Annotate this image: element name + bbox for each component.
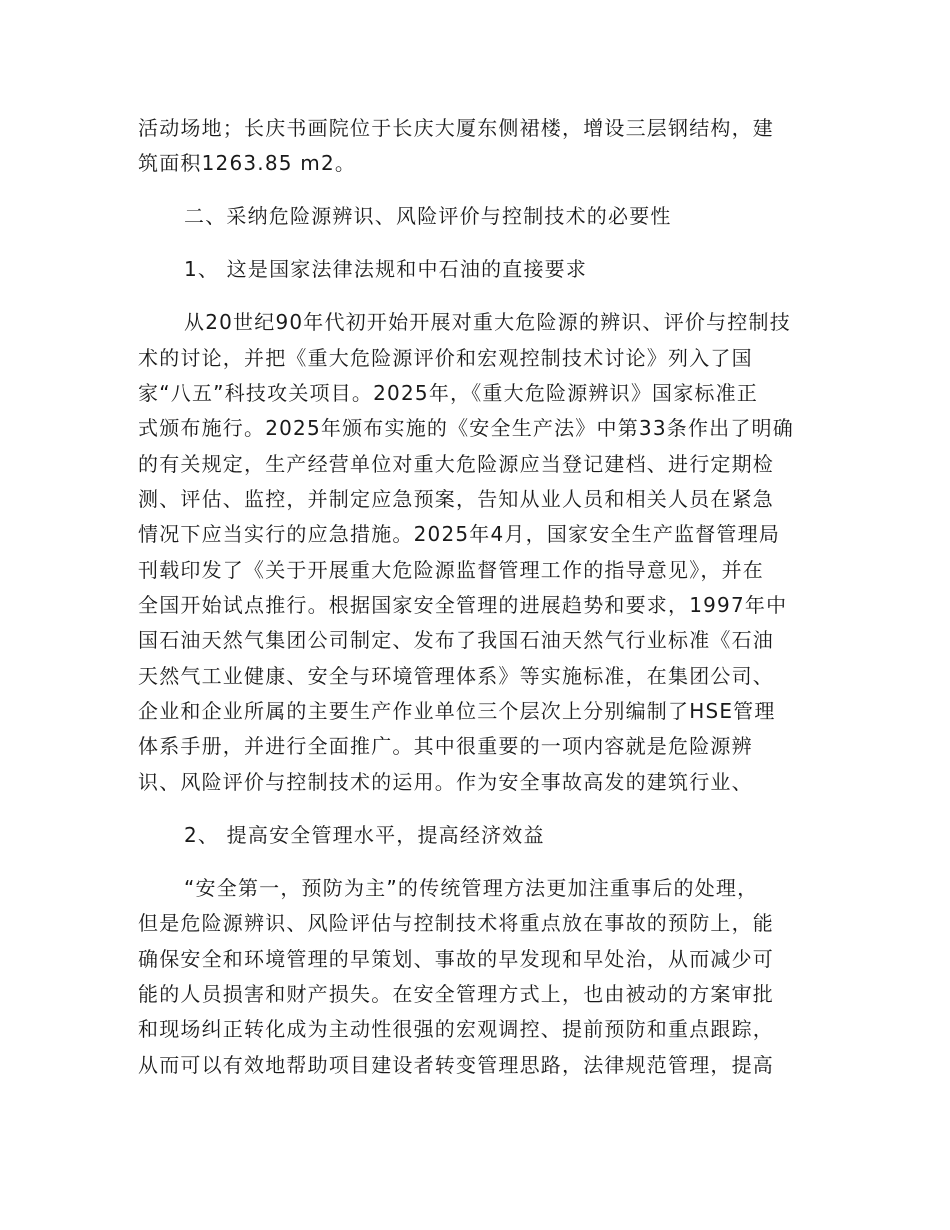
paragraph-line: 刊载印发了《关于开展重大危险源监督管理工作的指导意见》，并在 [138, 558, 764, 582]
paragraph-line: 筑面积1263.85 m2。 [138, 151, 357, 175]
paragraph-line: 情况下应当实行的应急措施。2025年4月，国家安全生产监督管理局 [138, 522, 781, 546]
paragraph-line: 但是危险源辨识、风险评估与控制技术将重点放在事故的预防上，能 [138, 911, 774, 935]
paragraph-line: 和现场纠正转化成为主动性很强的宏观调控、提前预防和重点跟踪， [138, 1017, 774, 1041]
paragraph-line: 天然气工业健康、安全与环境管理体系》等实施标准，在集团公司、 [138, 664, 774, 688]
paragraph-line: “安全第一，预防为主”的传统管理方法更加注重事后的处理， [184, 876, 759, 900]
subsection-heading: 1、 这是国家法律法规和中石油的直接要求 [184, 257, 588, 281]
paragraph-line: 企业和企业所属的主要生产作业单位三个层次上分别编制了HSE管理 [138, 699, 776, 723]
paragraph-line: 活动场地；长庆书画院位于长庆大厦东侧裙楼，增设三层钢结构，建 [138, 116, 774, 140]
paragraph-line: 家“八五”科技攻关项目。2025年，《重大危险源辨识》国家标准正 [138, 381, 759, 405]
paragraph-line: 识、风险评价与控制技术的运用。作为安全事故高发的建筑行业、 [138, 770, 753, 794]
paragraph-line: 从20世纪90年代初开始开展对重大危险源的辨识、评价与控制技 [184, 310, 791, 334]
section-heading: 二、采纳危险源辨识、风险评价与控制技术的必要性 [184, 204, 672, 228]
paragraph-line: 式颁布施行。2025年颁布实施的《安全生产法》中第33条作出了明确 [138, 416, 794, 440]
paragraph-line: 能的人员损害和财产损失。在安全管理方式上，也由被动的方案审批 [138, 982, 774, 1006]
paragraph-line: 体系手册，并进行全面推广。其中很重要的一项内容就是危险源辨 [138, 734, 753, 758]
paragraph-line: 全国开始试点推行。根据国家安全管理的进展趋势和要求，1997年中 [138, 593, 788, 617]
paragraph-line: 从而可以有效地帮助项目建设者转变管理思路，法律规范管理，提高 [138, 1053, 774, 1077]
paragraph-line: 测、评估、监控，并制定应急预案，告知从业人员和相关人员在紧急 [138, 487, 774, 511]
paragraph-line: 的有关规定，生产经营单位对重大危险源应当登记建档、进行定期检 [138, 452, 774, 476]
paragraph-line: 国石油天然气集团公司制定、发布了我国石油天然气行业标准《石油 [138, 628, 774, 652]
paragraph-line: 确保安全和环境管理的早策划、事故的早发现和早处治，从而减少可 [138, 947, 774, 971]
subsection-heading: 2、 提高安全管理水平，提高经济效益 [184, 823, 545, 847]
paragraph-line: 术的讨论，并把《重大危险源评价和宏观控制技术讨论》列入了国 [138, 346, 753, 370]
